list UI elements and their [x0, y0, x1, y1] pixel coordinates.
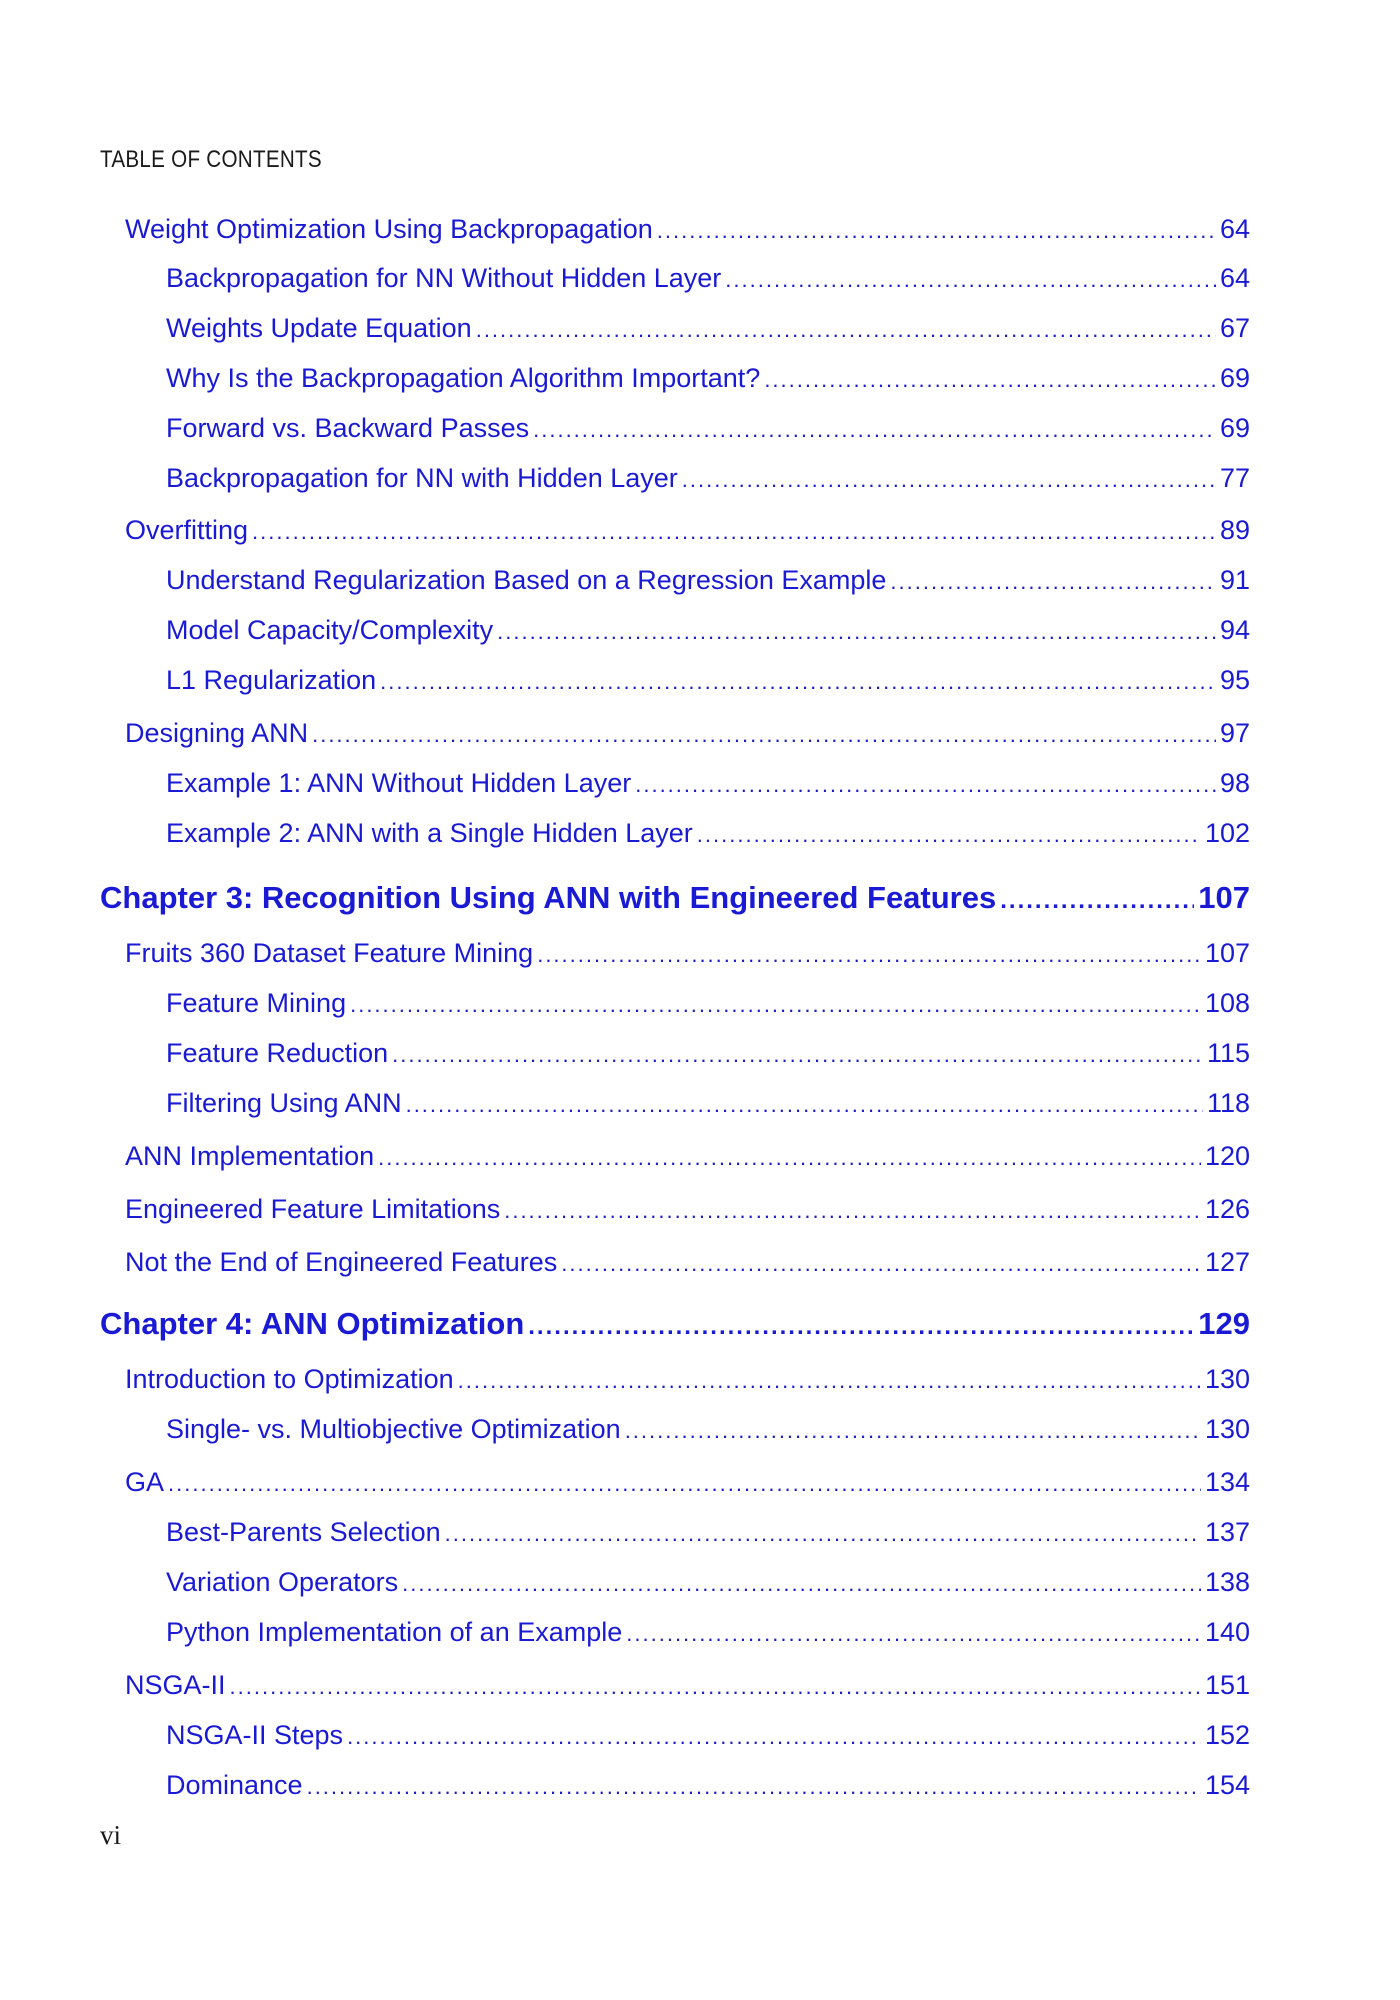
toc-entry-title: Backpropagation for NN with Hidden Layer — [166, 463, 678, 493]
toc-entry-title: Fruits 360 Dataset Feature Mining — [125, 938, 534, 968]
toc-entry[interactable] — [166, 565, 1250, 601]
toc-entry[interactable] — [166, 463, 1250, 499]
toc-entry-page-number: 152 — [1204, 1720, 1250, 1750]
toc-entry-page-number: 120 — [1204, 1141, 1250, 1171]
dot-leader — [307, 1774, 1201, 1800]
toc-entry-title: Forward vs. Backward Passes — [166, 413, 530, 443]
toc-chapter-entry[interactable] — [100, 1306, 1250, 1346]
toc-entry[interactable] — [125, 1194, 1250, 1230]
toc-entry-page-number: 126 — [1204, 1194, 1250, 1224]
toc-entry-title: Not the End of Engineered Features — [125, 1247, 558, 1277]
dot-leader — [537, 942, 1201, 968]
toc-entry-page-number: 95 — [1219, 665, 1250, 695]
toc-entry[interactable] — [166, 615, 1250, 651]
toc-entry[interactable] — [125, 1141, 1250, 1177]
toc-entry-page-number: 91 — [1219, 565, 1250, 595]
dot-leader — [697, 822, 1201, 848]
dot-leader — [392, 1042, 1203, 1068]
toc-entry-title: Feature Reduction — [166, 1038, 389, 1068]
dot-leader — [230, 1674, 1201, 1700]
dot-leader — [402, 1571, 1201, 1597]
toc-entry[interactable] — [125, 718, 1250, 754]
toc-entry-page-number: 64 — [1219, 214, 1250, 244]
page-folio: vi — [100, 1820, 122, 1850]
toc-entry[interactable] — [125, 214, 1250, 250]
toc-entry-page-number: 69 — [1219, 413, 1250, 443]
toc-entry-title: Python Implementation of an Example — [166, 1617, 623, 1647]
toc-entry[interactable] — [166, 988, 1250, 1024]
toc-entry-page-number: 127 — [1204, 1247, 1250, 1277]
toc-entry-title: Overfitting — [125, 515, 249, 545]
toc-entry-title: Weights Update Equation — [166, 313, 472, 343]
dot-leader — [504, 1198, 1201, 1224]
toc-entry[interactable] — [166, 1038, 1250, 1074]
dot-leader — [347, 1724, 1201, 1750]
toc-entry-page-number: 107 — [1198, 880, 1250, 915]
toc-entry-page-number: 67 — [1219, 313, 1250, 343]
toc-entry[interactable] — [166, 1617, 1250, 1653]
dot-leader — [476, 317, 1216, 343]
dot-leader — [561, 1251, 1201, 1277]
toc-entry-title: Backpropagation for NN Without Hidden Layer — [166, 263, 722, 293]
toc-entry-title: Model Capacity/Complexity — [166, 615, 494, 645]
toc-chapter-entry[interactable] — [100, 880, 1250, 920]
dot-leader — [350, 992, 1201, 1018]
toc-entry-page-number: 118 — [1206, 1088, 1250, 1118]
toc-entry[interactable] — [166, 313, 1250, 349]
dot-leader — [378, 1145, 1201, 1171]
dot-leader — [890, 569, 1216, 595]
toc-entry-title: Feature Mining — [166, 988, 347, 1018]
toc-entry[interactable] — [166, 1414, 1250, 1450]
toc-entry[interactable] — [166, 818, 1250, 854]
toc-entry-title: Filtering Using ANN — [166, 1088, 402, 1118]
toc-entry-page-number: 107 — [1204, 938, 1250, 968]
toc-entry[interactable] — [166, 413, 1250, 449]
toc-entry-page-number: 115 — [1206, 1038, 1250, 1068]
dot-leader — [764, 367, 1216, 393]
toc-entry-title: Best-Parents Selection — [166, 1517, 441, 1547]
toc-entry[interactable] — [166, 665, 1250, 701]
toc-entry-title: GA — [125, 1467, 165, 1497]
dot-leader — [626, 1621, 1201, 1647]
toc-entry-title: NSGA-II — [125, 1670, 226, 1700]
toc-entry-title: Example 1: ANN Without Hidden Layer — [166, 768, 632, 798]
toc-entry[interactable] — [125, 938, 1250, 974]
toc-entry-title: L1 Regularization — [166, 665, 377, 695]
toc-entry[interactable] — [125, 1467, 1250, 1503]
toc-entry[interactable] — [125, 515, 1250, 551]
running-head: TABLE OF CONTENTS — [100, 146, 322, 173]
toc-entry[interactable] — [166, 1567, 1250, 1603]
dot-leader — [1000, 887, 1194, 915]
toc-entry[interactable] — [166, 1770, 1250, 1806]
dot-leader — [406, 1092, 1203, 1118]
dot-leader — [252, 519, 1216, 545]
toc-entry[interactable] — [125, 1670, 1250, 1706]
toc-entry-title: ANN Implementation — [125, 1141, 375, 1171]
toc-entry-title: Chapter 4: ANN Optimization — [100, 1306, 525, 1341]
toc-entry-title: Chapter 3: Recognition Using ANN with Engineered Features — [100, 880, 997, 915]
toc-entry-page-number: 134 — [1204, 1467, 1250, 1497]
toc-entry-page-number: 154 — [1204, 1770, 1250, 1800]
toc-entry-page-number: 69 — [1219, 363, 1250, 393]
dot-leader — [445, 1521, 1201, 1547]
toc-entry-title: Understand Regularization Based on a Regression Example — [166, 565, 887, 595]
dot-leader — [497, 619, 1216, 645]
dot-leader — [458, 1368, 1201, 1394]
toc-entry[interactable] — [166, 1088, 1250, 1124]
toc-entry-title: Designing ANN — [125, 718, 309, 748]
toc-entry-page-number: 108 — [1204, 988, 1250, 1018]
dot-leader — [625, 1418, 1201, 1444]
toc-entry-page-number: 151 — [1204, 1670, 1250, 1700]
toc-entry-title: Dominance — [166, 1770, 303, 1800]
dot-leader — [380, 669, 1216, 695]
toc-entry[interactable] — [166, 768, 1250, 804]
toc-entry-page-number: 64 — [1219, 263, 1250, 293]
toc-entry-title: Introduction to Optimization — [125, 1364, 454, 1394]
dot-leader — [725, 267, 1216, 293]
toc-entry-title: Weight Optimization Using Backpropagation — [125, 214, 653, 244]
toc-entry-title: Engineered Feature Limitations — [125, 1194, 501, 1224]
toc-entry-title: NSGA-II Steps — [166, 1720, 344, 1750]
toc-entry[interactable] — [166, 1720, 1250, 1756]
toc-entry-page-number: 98 — [1219, 768, 1250, 798]
dot-leader — [528, 1313, 1194, 1341]
toc-entry-page-number: 94 — [1219, 615, 1250, 645]
toc-entry-title: Example 2: ANN with a Single Hidden Layer — [166, 818, 693, 848]
toc-entry-page-number: 137 — [1204, 1517, 1250, 1547]
toc-entry-title: Single- vs. Multiobjective Optimization — [166, 1414, 621, 1444]
toc-entry-page-number: 89 — [1219, 515, 1250, 545]
dot-leader — [657, 218, 1216, 244]
toc-entry-page-number: 102 — [1204, 818, 1250, 848]
toc-entry[interactable] — [125, 1247, 1250, 1283]
toc-entry[interactable] — [166, 263, 1250, 299]
toc-entry[interactable] — [125, 1364, 1250, 1400]
toc-entry-page-number: 130 — [1204, 1414, 1250, 1444]
dot-leader — [312, 722, 1216, 748]
toc-entry-page-number: 130 — [1204, 1364, 1250, 1394]
toc-entry-page-number: 140 — [1204, 1617, 1250, 1647]
toc-entry-title: Variation Operators — [166, 1567, 399, 1597]
dot-leader — [635, 772, 1216, 798]
dot-leader — [682, 467, 1216, 493]
toc-entry-page-number: 138 — [1204, 1567, 1250, 1597]
toc-entry-page-number: 97 — [1219, 718, 1250, 748]
toc-entry-page-number: 77 — [1219, 463, 1250, 493]
dot-leader — [533, 417, 1216, 443]
toc-entry-title: Why Is the Backpropagation Algorithm Important? — [166, 363, 761, 393]
dot-leader — [168, 1471, 1201, 1497]
toc-entry-page-number: 129 — [1198, 1306, 1250, 1341]
toc-entry[interactable] — [166, 1517, 1250, 1553]
toc-entry[interactable] — [166, 363, 1250, 399]
